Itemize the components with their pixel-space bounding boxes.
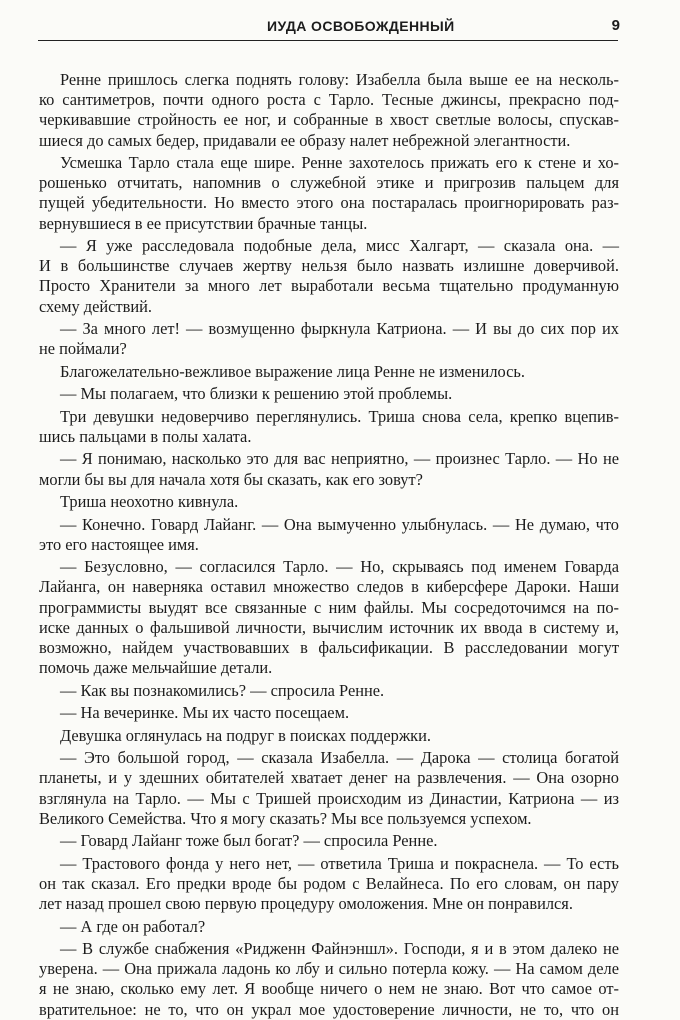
text-line: — А где он работал? (60, 916, 206, 936)
book-title: ИУДА ОСВОБОЖДЕННЫЙ (267, 18, 455, 34)
text-line: ко сантиметров, почти одного роста с Тарло. Тесные джинсы, прекрасно под- (39, 90, 619, 110)
text-line: — Как вы познакомились? — спросила Ренне. (60, 680, 385, 700)
text-line: взглянула на Тарло. — Мы с Тришей происходим из Династии, Катриона — из (39, 788, 619, 808)
text-line: Триша неохотно кивнула. (60, 492, 239, 512)
text-line: Великого Семейства. Что я могу сказать? Мы все пользуемся успехом. (39, 808, 532, 828)
text-line: я не знаю, сколько ему лет. Я вообще ничего о нем не знаю. Вот что самое от- (39, 979, 619, 999)
text-line: Усмешка Тарло стала еще шире. Ренне захотелось прижать его к стене и хо- (60, 153, 619, 173)
text-line: шись пальцами в полы халата. (39, 426, 252, 446)
text-line: Благожелательно-вежливое выражение лица Ренне не изменилось. (60, 361, 525, 381)
text-line: — Говард Лайанг тоже был богат? — спросила Ренне. (60, 831, 438, 851)
text-line: — Это большой город, — сказала Изабелла. — Дарока — столица богатой (60, 748, 619, 768)
text-line: он так сказал. Его предки вроде бы родом с Велайнеса. По его словам, он пару (39, 873, 619, 893)
text-line: вратительное: не то, что он украл мое удостоверение личности, не то, что он (39, 999, 619, 1019)
text-line: программисты выудят все связанные с ним файлы. Мы сосредоточимся на по- (39, 597, 619, 617)
text-line: — Безусловно, — согласился Тарло. — Но, скрываясь под именем Говарда (60, 557, 619, 577)
text-line: — В службе снабжения «Ридженн Файнэншл». Господи, я и в этом далеко не (60, 939, 619, 959)
text-line: рошенько отчитать, напомнив о служебной этике и пригрозив пальцем для (39, 173, 619, 193)
running-header (38, 14, 618, 41)
text-line: — Я уже расследовала подобные дела, мисс Халгарт, — сказала она. — (60, 236, 619, 256)
text-line: помочь даже мельчайшие детали. (39, 658, 273, 678)
text-line: — На вечеринке. Мы их часто посещаем. (60, 703, 350, 723)
text-line: — Конечно. Говард Лайанг. — Она вымученно улыбнулась. — Не думаю, что (60, 514, 619, 534)
page-number: 9 (611, 17, 620, 34)
text-line: — Я понимаю, насколько это для вас неприятно, — произнес Тарло. — Но не (60, 449, 619, 469)
text-line: Лайанга, он наверняка оставил множество следов в киберсфере Дароки. Наши (39, 577, 619, 597)
text-line: вернувшиеся в ее присутствии брачные танцы. (39, 213, 368, 233)
text-line: — Мы полагаем, что близки к решению этой проблемы. (60, 384, 453, 404)
text-line: могли бы вы для начала хотя бы сказать, как его зовут? (39, 469, 423, 489)
text-line: иске данных о фальшивой личности, вычислим источник их ввода в систему и, (39, 617, 619, 637)
text-line: И в большинстве случаев жертву нельзя было назвать излишне доверчивой. (39, 256, 619, 276)
text-line: возможно, найдем участвовавших в фальсификации. В расследовании могут (39, 638, 619, 658)
text-line: уверена. — Она прижала ладонь ко лбу и сильно потерла кожу. — На самом деле (39, 959, 619, 979)
text-line: Девушка оглянулась на подруг в поисках поддержки. (60, 725, 431, 745)
text-line: Просто Хранители за много лет выработали весьма тщательно продуманную (39, 276, 619, 296)
text-line: Три девушки недоверчиво переглянулись. Триша снова села, крепко вцепив- (60, 406, 619, 426)
text-line: планеты, и у здешних обитателей хватает денег на развлечения. — Она озорно (39, 768, 619, 788)
text-line: Ренне пришлось слегка поднять голову: Изабелла была выше ее на несколь- (60, 70, 619, 89)
text-line: пущей убедительности. Но вместо этого она постаралась проигнорировать раз- (39, 193, 619, 213)
text-line: лет назад прошел свою первую процедуру омоложения. Мне он понравился. (39, 894, 573, 914)
text-line: черкивавшие стройность ее ног, и собранные в хвост светлые волосы, спускав- (39, 110, 619, 130)
text-line: не поймали? (39, 339, 127, 359)
body-text (39, 70, 619, 1020)
text-line: шиеся до самых бедер, придавали ее образу налет небрежной элегантности. (39, 130, 571, 150)
text-line: — Трастового фонда у него нет, — ответила Триша и покраснела. — То есть (60, 853, 619, 873)
text-line: это его настоящее имя. (39, 534, 199, 554)
text-line: — За много лет! — возмущенно фыркнула Катриона. — И вы до сих пор их (60, 319, 619, 339)
text-line: схему действий. (39, 296, 152, 316)
